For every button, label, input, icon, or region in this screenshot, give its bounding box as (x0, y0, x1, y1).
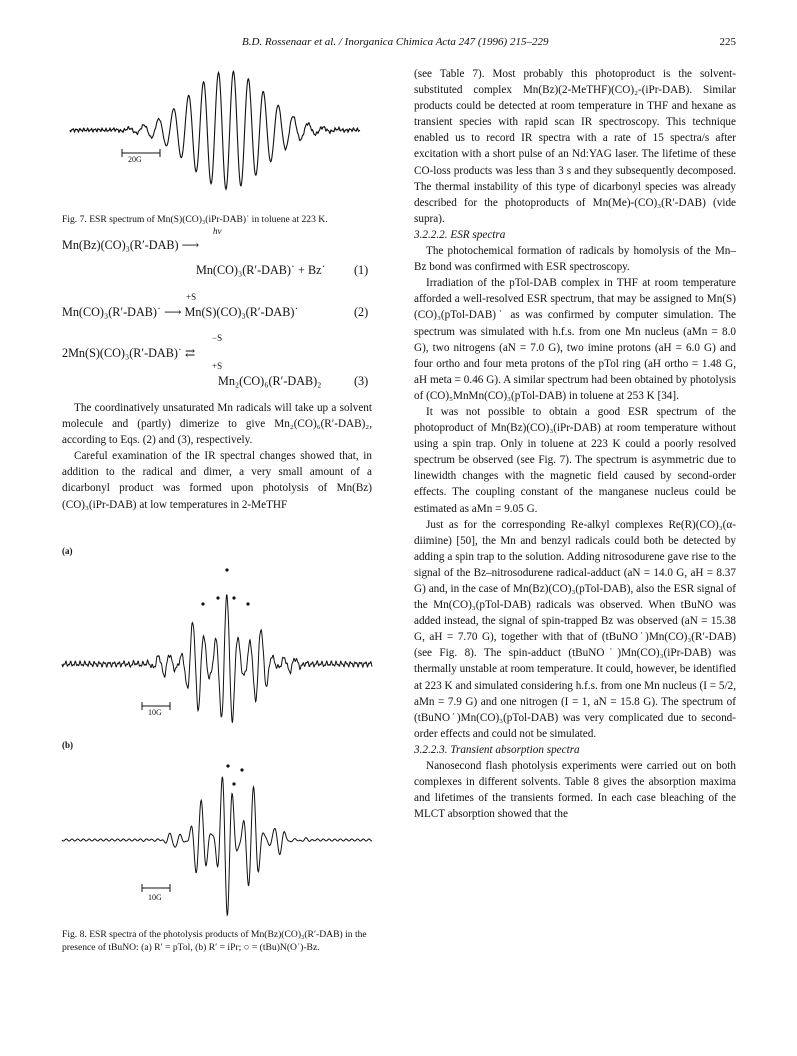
eq3-number: (3) (354, 374, 369, 388)
fig8a-marker (225, 568, 228, 571)
fig8a-trace (62, 594, 372, 722)
fig8b-trace (62, 777, 372, 915)
right-paragraph-1: The photochemical formation of radicals by homolysis of the Mn–Bz bond was confirmed with ESR spectroscopy. (414, 245, 736, 274)
fig8a-marker (246, 602, 249, 605)
right-column-text (414, 66, 736, 822)
left-paragraph-1: The coordinatively unsaturated Mn radicals will take up a solvent molecule and (partly) dimerize to give Mn₂(CO)₆(R′-DAB)₂, according to Eqs. (2) and (3), respectively. (62, 402, 372, 447)
right-paragraph-4: Just as for the corresponding Re-alkyl complexes Re(R)(CO)₃(α-diimine) [50], the Mn and benzyl radicals could both be detected by adding a spin trap to the solution. Adding nitrosodurene gave rise to the signal of the Bz–nitrosodurene radical-adduct (aN = 14.0 G, aH = 8.37 G) and, in the case of Mn(Bz)(CO)₃(pTol-DAB), also the ESR signal of the Mn(CO)₃(pTol-DAB) radicals was observed. When tBuNO was added instead, the signal of spin-trapped Bz was observed (aN = 15.38 G, aH = 7.70 G), together with that of (tBuNO˙)Mn(CO)₃(R′-DAB) (see Fig. 8). The spin-adduct (tBuNO˙)Mn(CO)₃(iPr-DAB) was thermally unstable at room temperature. It could, however, be identified at 223 K and simulated considering h.f.s. from one Mn nucleus (I = 5/2, aMn = 7.9 G) and one nitrogen (I = 1, aN = 15.8 G). The spectrum of (tBuNO˙)Mn(CO)₃(pTol-DAB) was very complicated due to second-order effects and could not be simulated. (414, 518, 737, 740)
eq1-number: (1) (354, 263, 369, 277)
fig8a-marker (232, 596, 235, 599)
fig8-caption: Fig. 8. ESR spectra of the photolysis products of Mn(Bz)(CO)₃(R′-DAB) in the presence of tBuNO: (a) R′ = pTol, (b) R′ = iPr; ○ = (tBu)N(O˙)-Bz. (62, 929, 367, 953)
eq1-top: Mn(Bz)(CO)₃(R′-DAB) ⟶ (62, 238, 200, 252)
right-paragraph-3: It was not possible to obtain a good ESR spectrum of the photoproduct of Mn(Bz)(CO)₃(iPr-DAB) at room temperature without using a spin trap. Only in toluene at 223 K could a poorly resolved spectrum be observed (see Fig. 7). The spectrum is asymmetric due to linewidth changes with the magnetic field caused by second-order effects. The coupling constant of the manganese nucleus could be estimated as aMn = 9.05 G. (414, 405, 736, 515)
page-number: 225 (719, 36, 736, 48)
fig8b-marker (232, 782, 235, 785)
right-paragraph-2: Irradiation of the pTol-DAB complex in THF at room temperature afforded a well-resolved ESR spectrum, that may be assigned to Mn(S)(CO)₃(pTol-DAB)˙ as was confirmed by computer simulation. The spectrum was simulated with h.f.s. from one Mn nucleus (aMn = 8.0 G), two nitrogens (aN = 7.0 G), two imine protons (aH = 6.0 G) and four ortho and four meta protons of the pTol ring (aH ortho = 1.48 G, aH meta = 0.46 G). A similar spectrum had been obtained by photolysis of (CO)₅MnMn(CO)₃(pTol-DAB) in toluene at 253 K [34]. (414, 277, 736, 402)
right-paragraph-5: Nanosecond flash photolysis experiments were carried out on both complexes in different solvents. Table 8 gives the absorption maxima and lifetimes of the transients formed. In each case bleaching of the MLCT absorption showed that the (414, 760, 736, 821)
fig8a-marker (216, 596, 219, 599)
fig7-spectrum (70, 60, 370, 210)
eq2-number: (2) (354, 305, 369, 319)
fig7-trace (70, 71, 360, 189)
eq3-below: +S (212, 361, 223, 371)
left-column-text (62, 400, 372, 513)
fig8a-marker (201, 602, 204, 605)
fig8-panel-label-b: (b) (62, 740, 73, 750)
section-heading-transient: 3.2.2.3. Transient absorption spectra (414, 743, 580, 756)
fig8a-spectrum (62, 556, 382, 746)
right-paragraph-0: (see Table 7). Most probably this photoproduct is the solvent-substituted complex Mn(Bz)(2-MeTHF)(CO)₂-(iPr-DAB). Similar products could be detected at room temperature in THF and hexane as transient species with rapid scan IR spectroscopy. This technique enabled us to record IR spectra with a rate of 15 spectra/s after excitation with a short pulse of an Nd:YAG laser. The lifetime of these CO-loss products was less than 3 s and they subsequently decomposed. The thermal instability of this type of dicarbonyl species was already described for the photoproducts of Mn(Me)-(CO)₃(R′-DAB) (vide supra). (414, 68, 736, 225)
left-paragraph-2: Careful examination of the IR spectral changes showed that, in addition to the radical and dimer, a very small amount of a dicarbonyl product was formed upon photolysis of Mn(Bz)(CO)₃(iPr-DAB) at low temperatures in 2-MeTHF (62, 450, 372, 511)
eq2: Mn(CO)₃(R′-DAB)˙ ⟶ Mn(S)(CO)₃(R′-DAB)˙ (62, 305, 299, 319)
fig8b-spectrum (62, 740, 382, 930)
fig8b-marker (226, 764, 229, 767)
eq2-above: +S (186, 292, 197, 302)
eq3-top: 2Mn(S)(CO)₃(R′-DAB)˙ ⇄ (62, 346, 196, 360)
eq1-hv: hν (213, 226, 222, 236)
fig7-scale-label: 20G (128, 155, 142, 164)
eq3-bottom: Mn₂(CO)₆(R′-DAB)₂ (218, 374, 322, 388)
fig7-caption: Fig. 7. ESR spectrum of Mn(S)(CO)₃(iPr-DAB)˙ in toluene at 223 K. (62, 214, 328, 225)
eq1-bottom: Mn(CO)₃(R′-DAB)˙ + Bz˙ (196, 263, 326, 277)
fig8a-scale-label: 10G (148, 708, 162, 717)
eq3-above: −S (212, 333, 223, 343)
fig8b-marker (240, 768, 243, 771)
section-heading-esr: 3.2.2.2. ESR spectra (414, 228, 506, 241)
fig8-panel-label-a: (a) (62, 546, 73, 556)
fig8b-scale-label: 10G (148, 893, 162, 902)
running-header (62, 36, 736, 52)
running-title: B.D. Rossenaar et al. / Inorganica Chimica Acta 247 (1996) 215–229 (242, 36, 549, 48)
